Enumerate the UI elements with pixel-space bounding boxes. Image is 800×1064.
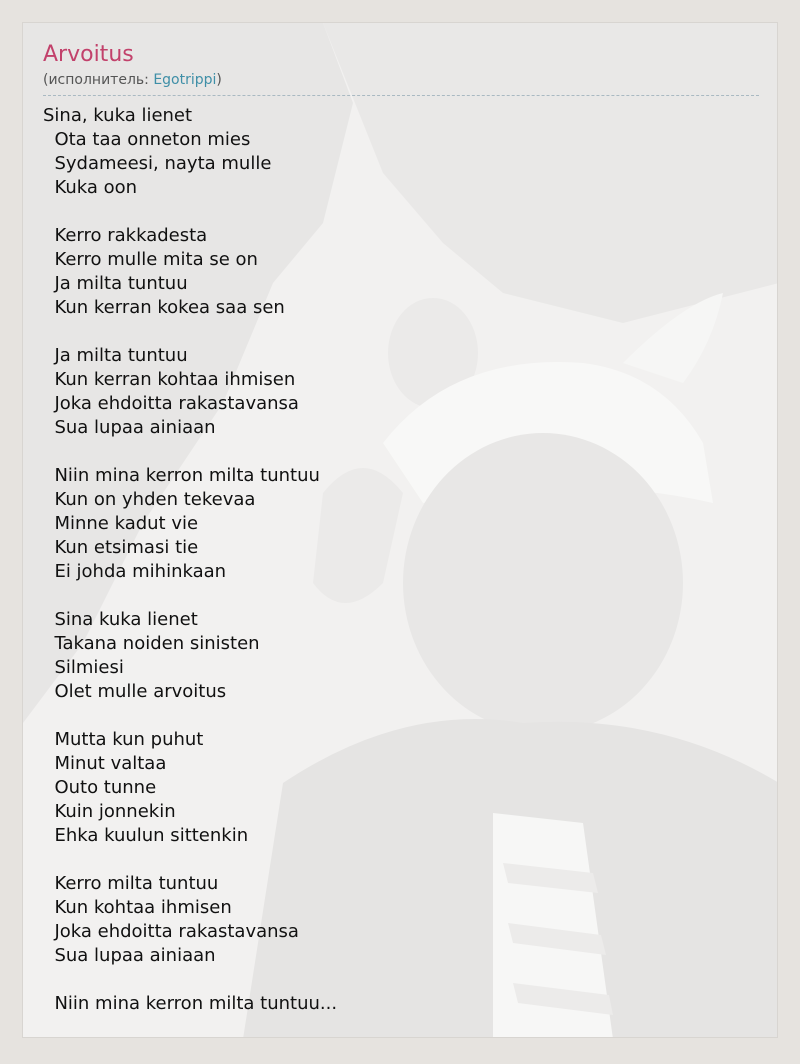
lyric-line: Olet mulle arvoitus <box>43 681 227 702</box>
lyric-line: Outo tunne <box>43 777 157 798</box>
lyric-line: Sua lupaa ainiaan <box>43 945 216 966</box>
lyric-line: Joka ehdoitta rakastavansa <box>43 921 299 942</box>
lyric-line: Kun kohtaa ihmisen <box>43 897 232 918</box>
lyric-line: Kuka oon <box>43 177 138 198</box>
lyric-line: Ei johda mihinkaan <box>43 561 227 582</box>
lyric-line: Sina kuka lienet <box>43 609 198 630</box>
lyric-line: Minne kadut vie <box>43 513 199 534</box>
lyric-line: Niin mina kerron milta tuntuu <box>43 465 320 486</box>
lyric-line: Ehka kuulun sittenkin <box>43 825 249 846</box>
lyric-line: Mutta kun puhut <box>43 729 204 750</box>
lyric-line: Ja milta tuntuu <box>43 345 188 366</box>
lyric-line <box>43 584 759 608</box>
artist-prefix: (исполнитель: <box>43 72 154 88</box>
lyric-line: Kun kerran kokea saa sen <box>43 297 285 318</box>
lyric-line: Minut valtaa <box>43 753 167 774</box>
lyric-line: Kerro mulle mita se on <box>43 249 258 270</box>
lyric-line: Sua lupaa ainiaan <box>43 417 216 438</box>
song-content <box>43 41 759 1016</box>
lyric-line: Joka ehdoitta rakastavansa <box>43 393 299 414</box>
artist-line <box>43 71 759 96</box>
artist-link[interactable]: Egotrippi <box>153 72 217 88</box>
lyric-line: Kun kerran kohtaa ihmisen <box>43 369 296 390</box>
lyric-line: Ota taa onneton mies <box>43 129 251 150</box>
lyric-line: Kun on yhden tekevaa <box>43 489 256 510</box>
lyric-line: Sydameesi, nayta mulle <box>43 153 272 174</box>
lyric-line <box>43 968 759 992</box>
lyric-line <box>43 848 759 872</box>
lyric-line: Silmiesi <box>43 657 124 678</box>
lyric-line <box>43 440 759 464</box>
lyric-line: Sina, kuka lienet <box>43 105 193 126</box>
lyric-line <box>43 704 759 728</box>
lyric-line: Kerro milta tuntuu <box>43 873 219 894</box>
lyric-line: Ja milta tuntuu <box>43 273 188 294</box>
lyrics-card <box>22 22 778 1038</box>
lyric-line: Kerro rakkadesta <box>43 225 208 246</box>
lyric-line: Niin mina kerron milta tuntuu... <box>43 993 338 1014</box>
lyrics-text <box>43 104 759 1016</box>
lyric-line: Kun etsimasi tie <box>43 537 199 558</box>
song-title: Arvoitus <box>43 42 134 67</box>
lyric-line: Takana noiden sinisten <box>43 633 260 654</box>
lyric-line <box>43 200 759 224</box>
lyric-line: Kuin jonnekin <box>43 801 176 822</box>
lyric-line <box>43 320 759 344</box>
artist-suffix: ) <box>216 72 222 88</box>
